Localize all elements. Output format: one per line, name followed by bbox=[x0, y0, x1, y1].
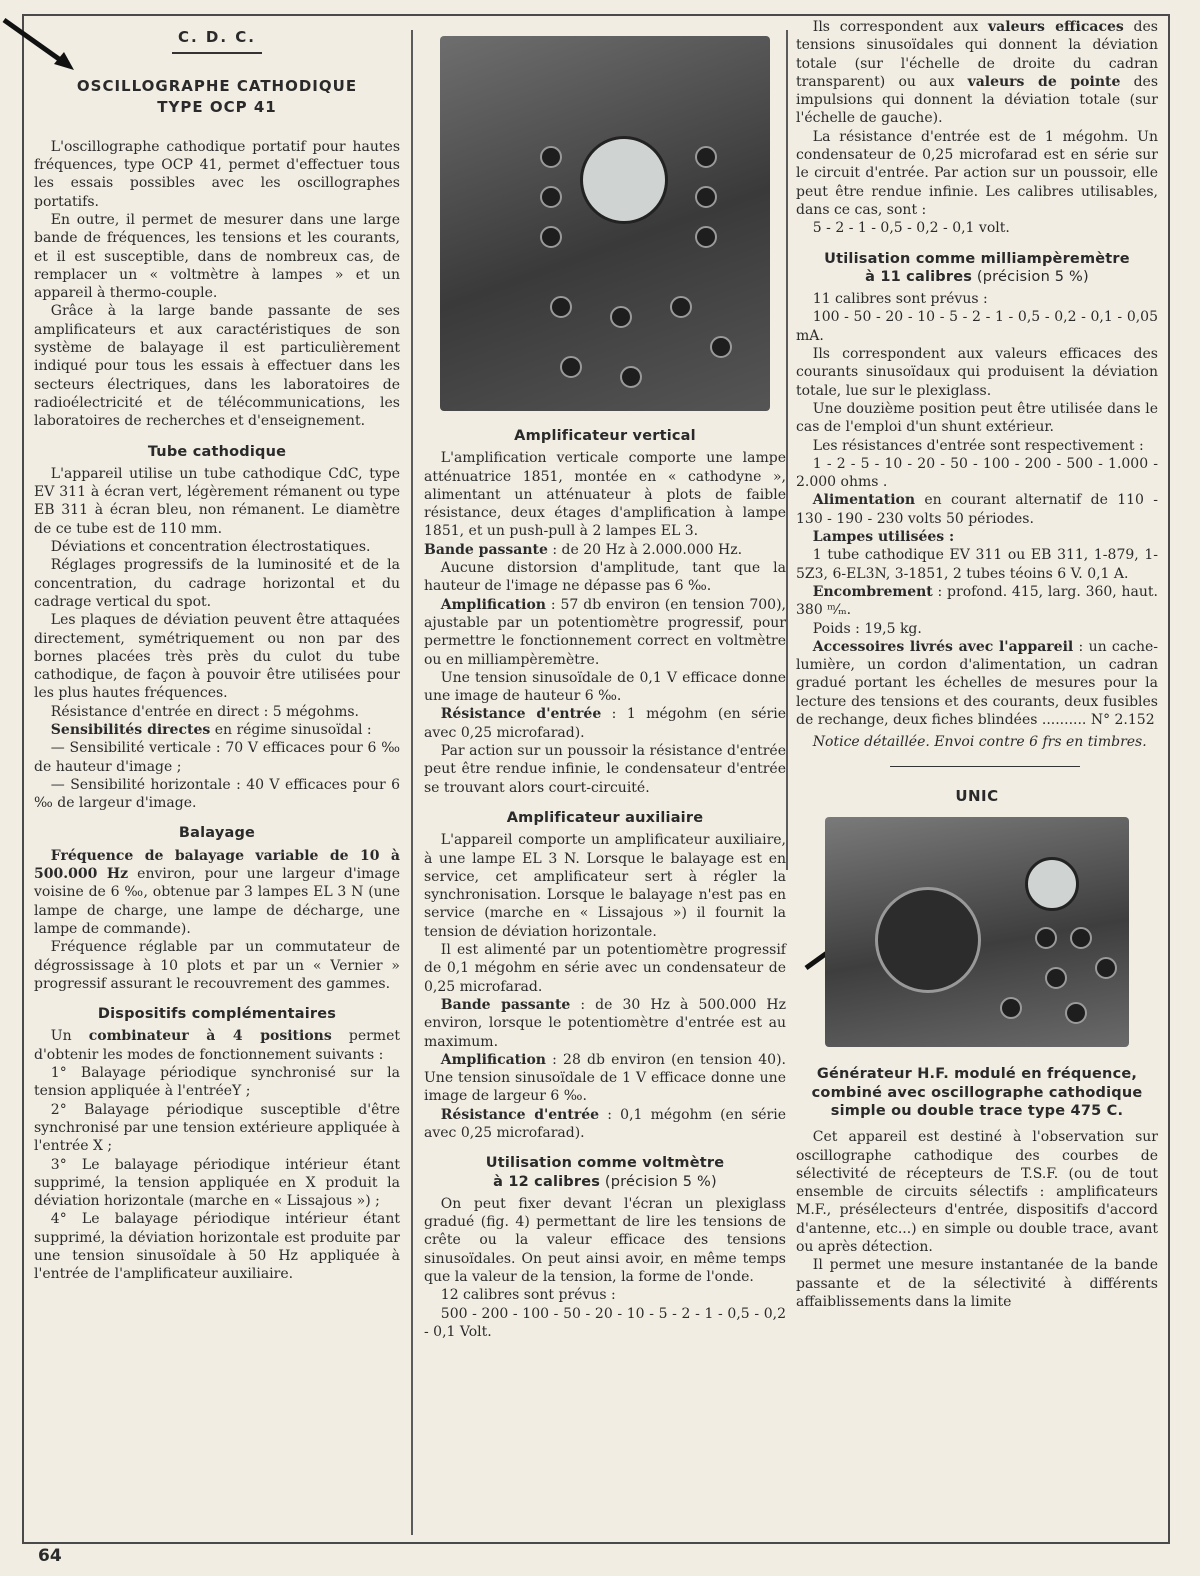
paragraph bbox=[34, 847, 400, 938]
paragraph: Il est alimenté par un potentiomètre progressif de 0,1 mégohm en série avec un condensateur de 0,25 microfarad. bbox=[424, 942, 786, 995]
text: des tensions sinusoïdales qui donnent la déviation totale (sur l'échelle de droite du cadran transparent) ou aux bbox=[796, 19, 1158, 90]
column-divider bbox=[786, 30, 788, 870]
term: Amplification bbox=[440, 596, 546, 613]
paragraph: Cet appareil est destiné à l'observation sur oscillographe cathodique des courbes de sélectivité de récepteurs de T.S.F. (ou de tout ensemble de circuits sélectifs : amplificateurs M.F., présélecteurs d'entrée, dispositifs d'accord d'antenne, etc...) en simple ou double trace, avant ou après détection. bbox=[796, 1129, 1158, 1256]
brand-unic: UNIC bbox=[955, 787, 999, 806]
paragraph: Fréquence réglable par un commutateur de dégrossissage à 10 plots et par un « Vernier » progressif assurant le recouvrement des gammes. bbox=[34, 939, 400, 992]
paragraph bbox=[34, 1027, 400, 1064]
text: : 28 db environ (en tension 40). Une tension sinusoïdale de 1 V efficace donne une image de largeur 6 ‰. bbox=[424, 1051, 786, 1105]
notice: Notice détaillée. Envoi contre 6 frs en timbres. bbox=[812, 734, 1147, 751]
term: Lampes utilisées : bbox=[812, 529, 955, 546]
section-subheading bbox=[796, 268, 1158, 286]
list-item: 3° Le balayage périodique intérieur étant supprimé, la tension appliquée en X produit la déviation horizontale (marche en « Lissajous ») ; bbox=[34, 1156, 400, 1210]
paragraph bbox=[424, 705, 786, 742]
paragraph: 100 - 50 - 20 - 10 - 5 - 2 - 1 - 0,5 - 0,2 - 0,1 - 0,05 mA. bbox=[796, 309, 1158, 344]
section-heading: Balayage bbox=[178, 825, 256, 842]
knob bbox=[540, 226, 562, 248]
term: Encombrement bbox=[812, 583, 933, 600]
paragraph: Ils correspondent aux valeurs efficaces des courants sinusoïdaux qui produisent la déviation totale, lue sur le plexiglass. bbox=[796, 346, 1158, 399]
knob bbox=[695, 146, 717, 168]
knob bbox=[620, 366, 642, 388]
paragraph bbox=[796, 583, 1158, 620]
term: Résistance d'entrée bbox=[440, 1106, 600, 1123]
text: en régime sinusoïdal : bbox=[210, 722, 372, 738]
paragraph: L'appareil utilise un tube cathodique CdC, type EV 311 à écran vert, légèrement rémanent ou type EB 311 à écran bleu, non rémanent. Le diamètre de ce tube est de 110 mm. bbox=[34, 465, 400, 537]
dial bbox=[875, 887, 981, 993]
text: : 57 db environ (en tension 700), ajustable par un potentiomètre progressif, pour permettre le fonctionnement correct en voltmètre ou en milliampèremètre. bbox=[424, 596, 786, 668]
paragraph: 500 - 200 - 100 - 50 - 20 - 10 - 5 - 2 - 1 - 0,5 - 0,2 - 0,1 Volt. bbox=[424, 1305, 786, 1340]
paragraph bbox=[796, 638, 1158, 729]
term: Bande passante bbox=[440, 996, 571, 1013]
text: (précision 5 %) bbox=[972, 268, 1089, 285]
paragraph bbox=[424, 1106, 786, 1143]
page-number: 64 bbox=[38, 1546, 62, 1566]
paragraph bbox=[34, 721, 400, 739]
section-heading: Générateur H.F. modulé en fréquence, combiné avec oscillographe cathodique simple ou double trace type 475 C. bbox=[811, 1066, 1143, 1119]
knob bbox=[1000, 997, 1022, 1019]
paragraph: 5 - 2 - 1 - 0,5 - 0,2 - 0,1 volt. bbox=[812, 220, 1010, 237]
paragraph: 1 tube cathodique EV 311 ou EB 311, 1-879, 1-5Z3, 6-EL3N, 3-1851, 2 tubes téoins 6 V. 0,1 A. bbox=[796, 547, 1158, 582]
divider bbox=[172, 52, 262, 54]
knob bbox=[540, 186, 562, 208]
article-subtitle: TYPE OCP 41 bbox=[157, 97, 277, 116]
term: Sensibilités directes bbox=[50, 722, 211, 738]
column-2 bbox=[424, 18, 786, 1341]
paragraph bbox=[796, 491, 1158, 528]
term: Accessoires livrés avec l'appareil bbox=[812, 638, 1074, 655]
paragraph: L'oscillographe cathodique portatif pour hautes fréquences, type OCP 41, permet d'effectuer tous les essais possibles avec les oscillographes portatifs. bbox=[34, 138, 400, 210]
paragraph bbox=[424, 596, 786, 669]
divider bbox=[890, 766, 1080, 768]
term: Fréquence de balayage variable de 10 à 500.000 Hz bbox=[34, 847, 400, 883]
knob bbox=[1095, 957, 1117, 979]
paragraph: L'appareil comporte un amplificateur auxiliaire, à une lampe EL 3 N. Lorsque le balayage est en service, cet amplificateur sert à régler la synchronisation. Lorsque le balayage n'est pas en service (marche en « Lissajous ») il fournit la tension de déviation horizontale. bbox=[424, 832, 786, 940]
term: valeurs efficaces bbox=[988, 19, 1124, 35]
section-heading: Amplificateur auxiliaire bbox=[506, 809, 704, 826]
text: à 11 calibres bbox=[865, 268, 973, 285]
text: Ils correspondent aux bbox=[812, 19, 989, 35]
paragraph: Il permet une mesure instantanée de la bande passante et de la sélectivité à différents affaiblissements dans la limite bbox=[796, 1257, 1158, 1310]
knob bbox=[695, 186, 717, 208]
text: : profond. 415, larg. 360, haut. 380 ᵐ⁄ₘ. bbox=[796, 583, 1158, 619]
paragraph: Une tension sinusoïdale de 0,1 V efficace donne une image de hauteur 6 ‰. bbox=[424, 669, 786, 705]
knob bbox=[1035, 927, 1057, 949]
oscilloscope-photo bbox=[440, 36, 770, 411]
paragraph bbox=[796, 18, 1158, 128]
paragraph bbox=[424, 1051, 786, 1106]
text: (précision 5 %) bbox=[600, 1173, 717, 1190]
list-item: 4° Le balayage périodique intérieur étant supprimé, la déviation horizontale est produite par une tension sinusoïdale à 50 Hz appliquée à l'entrée de l'amplificateur auxiliaire. bbox=[34, 1211, 400, 1283]
paragraph: 1 - 2 - 5 - 10 - 20 - 50 - 100 - 200 - 500 - 1.000 - 2.000 ohms . bbox=[796, 455, 1158, 491]
crt-screen bbox=[580, 136, 668, 224]
text: : un cache-lumière, un cordon d'alimentation, un cadran gradué portant les échelles de mesures pour la lecture des tensions et des courants, deux fusibles de rechange, deux fiches blindées .......... N° 2.152 bbox=[796, 638, 1158, 728]
text: : 0,1 mégohm (en série avec 0,25 microfarad). bbox=[424, 1106, 786, 1141]
text: en courant alternatif de 110 - 130 - 190 - 230 volts 50 périodes. bbox=[796, 492, 1158, 527]
knob bbox=[610, 306, 632, 328]
paragraph bbox=[424, 541, 786, 559]
paragraph: La résistance d'entrée est de 1 mégohm. Un condensateur de 0,25 microfarad est en série sur le circuit d'entrée. Par action sur un poussoir, elle peut être rendue infinie. Les calibres utilisables, dans ce cas, sont : bbox=[796, 128, 1158, 218]
knob bbox=[540, 146, 562, 168]
knob bbox=[670, 296, 692, 318]
article-title: OSCILLOGRAPHE CATHODIQUE bbox=[76, 76, 358, 95]
term: valeurs de pointe bbox=[967, 73, 1121, 90]
knob bbox=[695, 226, 717, 248]
text: : de 20 Hz à 2.000.000 Hz. bbox=[547, 541, 743, 558]
section-heading: Amplificateur vertical bbox=[514, 428, 696, 444]
brand-cdc: C. D. C. bbox=[177, 28, 256, 46]
knob bbox=[550, 296, 572, 318]
paragraph: L'amplification verticale comporte une lampe atténuatrice 1851, montée en « cathodyne », alimentant un atténuateur à plots de faible résistance, deux étages d'amplification à lampe 1851, et un push-pull à 2 lampes EL 3. bbox=[424, 450, 786, 540]
knob bbox=[560, 356, 582, 378]
column-divider bbox=[411, 30, 413, 1535]
paragraph: 11 calibres sont prévus : bbox=[812, 291, 988, 308]
text: des impulsions qui donnent la déviation totale (sur l'échelle de gauche). bbox=[796, 73, 1159, 127]
text: environ, pour une largeur d'image voisine de 6 ‰, obtenue par 3 lampes EL 3 N (une lampe de charge, une lampe de décharge, une lampe de commande). bbox=[34, 866, 401, 937]
paragraph: Poids : 19,5 kg. bbox=[812, 620, 922, 637]
paragraph: Déviations et concentration électrostatiques. bbox=[50, 539, 371, 556]
text: à 12 calibres bbox=[493, 1173, 601, 1190]
section-heading: Utilisation comme milliampèremètre bbox=[824, 250, 1130, 267]
paragraph: Par action sur un poussoir la résistance d'entrée peut être rendue infinie, le condensateur d'entrée se trouvant alors court-circuité. bbox=[424, 743, 786, 796]
section-heading: Dispositifs complémentaires bbox=[97, 1006, 337, 1023]
paragraph: 12 calibres sont prévus : bbox=[440, 1287, 616, 1304]
text: Un bbox=[50, 1028, 89, 1045]
knob bbox=[1045, 967, 1067, 989]
term: Amplification bbox=[440, 1051, 546, 1068]
generator-photo bbox=[825, 817, 1129, 1047]
text: : 1 mégohm (en série avec 0,25 microfarad). bbox=[424, 706, 786, 741]
paragraph: En outre, il permet de mesurer dans une large bande de fréquences, les tensions et les courants, et il est susceptible, dans de nombreux cas, de remplacer un « voltmètre à lampes » et un appareil à thermo-couple. bbox=[34, 211, 400, 302]
term: Bande passante bbox=[424, 541, 548, 558]
term: Résistance d'entrée bbox=[440, 706, 602, 723]
knob bbox=[710, 336, 732, 358]
list-item: 2° Balayage périodique susceptible d'être synchronisé par une tension extérieure appliquée à l'entrée X ; bbox=[34, 1101, 400, 1155]
list-item: 1° Balayage périodique synchronisé sur la tension appliquée à l'entréeY ; bbox=[34, 1065, 400, 1100]
paragraph: Grâce à la large bande passante de ses amplificateurs et aux caractéristiques de son système de balayage il est particulièrement indiqué pour tous les essais à effectuer dans les secteurs électriques, dans les laboratoires de radioélectricité et de télécommunications, les laboratoires de recherches et d'enseignement. bbox=[34, 303, 400, 430]
paragraph: Résistance d'entrée en direct : 5 mégohms. bbox=[50, 703, 359, 720]
section-heading: Utilisation comme voltmètre bbox=[485, 1155, 725, 1172]
crt-screen bbox=[1025, 857, 1079, 911]
column-3 bbox=[796, 18, 1158, 1311]
text: permet d'obtenir les modes de fonctionnement suivants : bbox=[34, 1028, 400, 1063]
term: combinateur à 4 positions bbox=[88, 1028, 332, 1045]
column-1 bbox=[34, 18, 400, 1284]
paragraph: Réglages progressifs de la luminosité et de la concentration, du cadrage horizontal et du cadrage vertical du spot. bbox=[34, 557, 400, 610]
paragraph: Aucune distorsion d'amplitude, tant que la hauteur de l'image ne dépasse pas 6 ‰. bbox=[424, 560, 786, 595]
section-heading: Tube cathodique bbox=[147, 443, 287, 460]
knob bbox=[1070, 927, 1092, 949]
paragraph bbox=[796, 528, 1158, 546]
section-subheading bbox=[424, 1173, 786, 1191]
knob bbox=[1065, 1002, 1087, 1024]
paragraph bbox=[424, 996, 786, 1051]
paragraph: Les plaques de déviation peuvent être attaquées directement, symétriquement ou non par des bornes placées très près du culot du tube cathodique, de façon à pouvoir être utilisées pour les plus hautes fréquences. bbox=[34, 612, 400, 702]
paragraph: On peut fixer devant l'écran un plexiglass gradué (fig. 4) permettant de lire les tensions de crête ou la valeur efficace des tensions sinusoïdales. On peut ainsi avoir, en même temps que la valeur de la tension, la forme de l'onde. bbox=[424, 1195, 786, 1286]
paragraph: Les résistances d'entrée sont respectivement : bbox=[812, 437, 1144, 454]
text: : de 30 Hz à 500.000 Hz environ, lorsque le potentiomètre d'entrée est au maximum. bbox=[424, 996, 787, 1050]
term: Alimentation bbox=[812, 492, 916, 509]
paragraph: — Sensibilité verticale : 70 V efficaces pour 6 ‰ de hauteur d'image ; bbox=[34, 740, 400, 775]
paragraph: — Sensibilité horizontale : 40 V efficaces pour 6 ‰ de largeur d'image. bbox=[34, 776, 400, 812]
paragraph: Une douzième position peut être utilisée dans le cas de l'emploi d'un shunt extérieur. bbox=[796, 400, 1158, 436]
